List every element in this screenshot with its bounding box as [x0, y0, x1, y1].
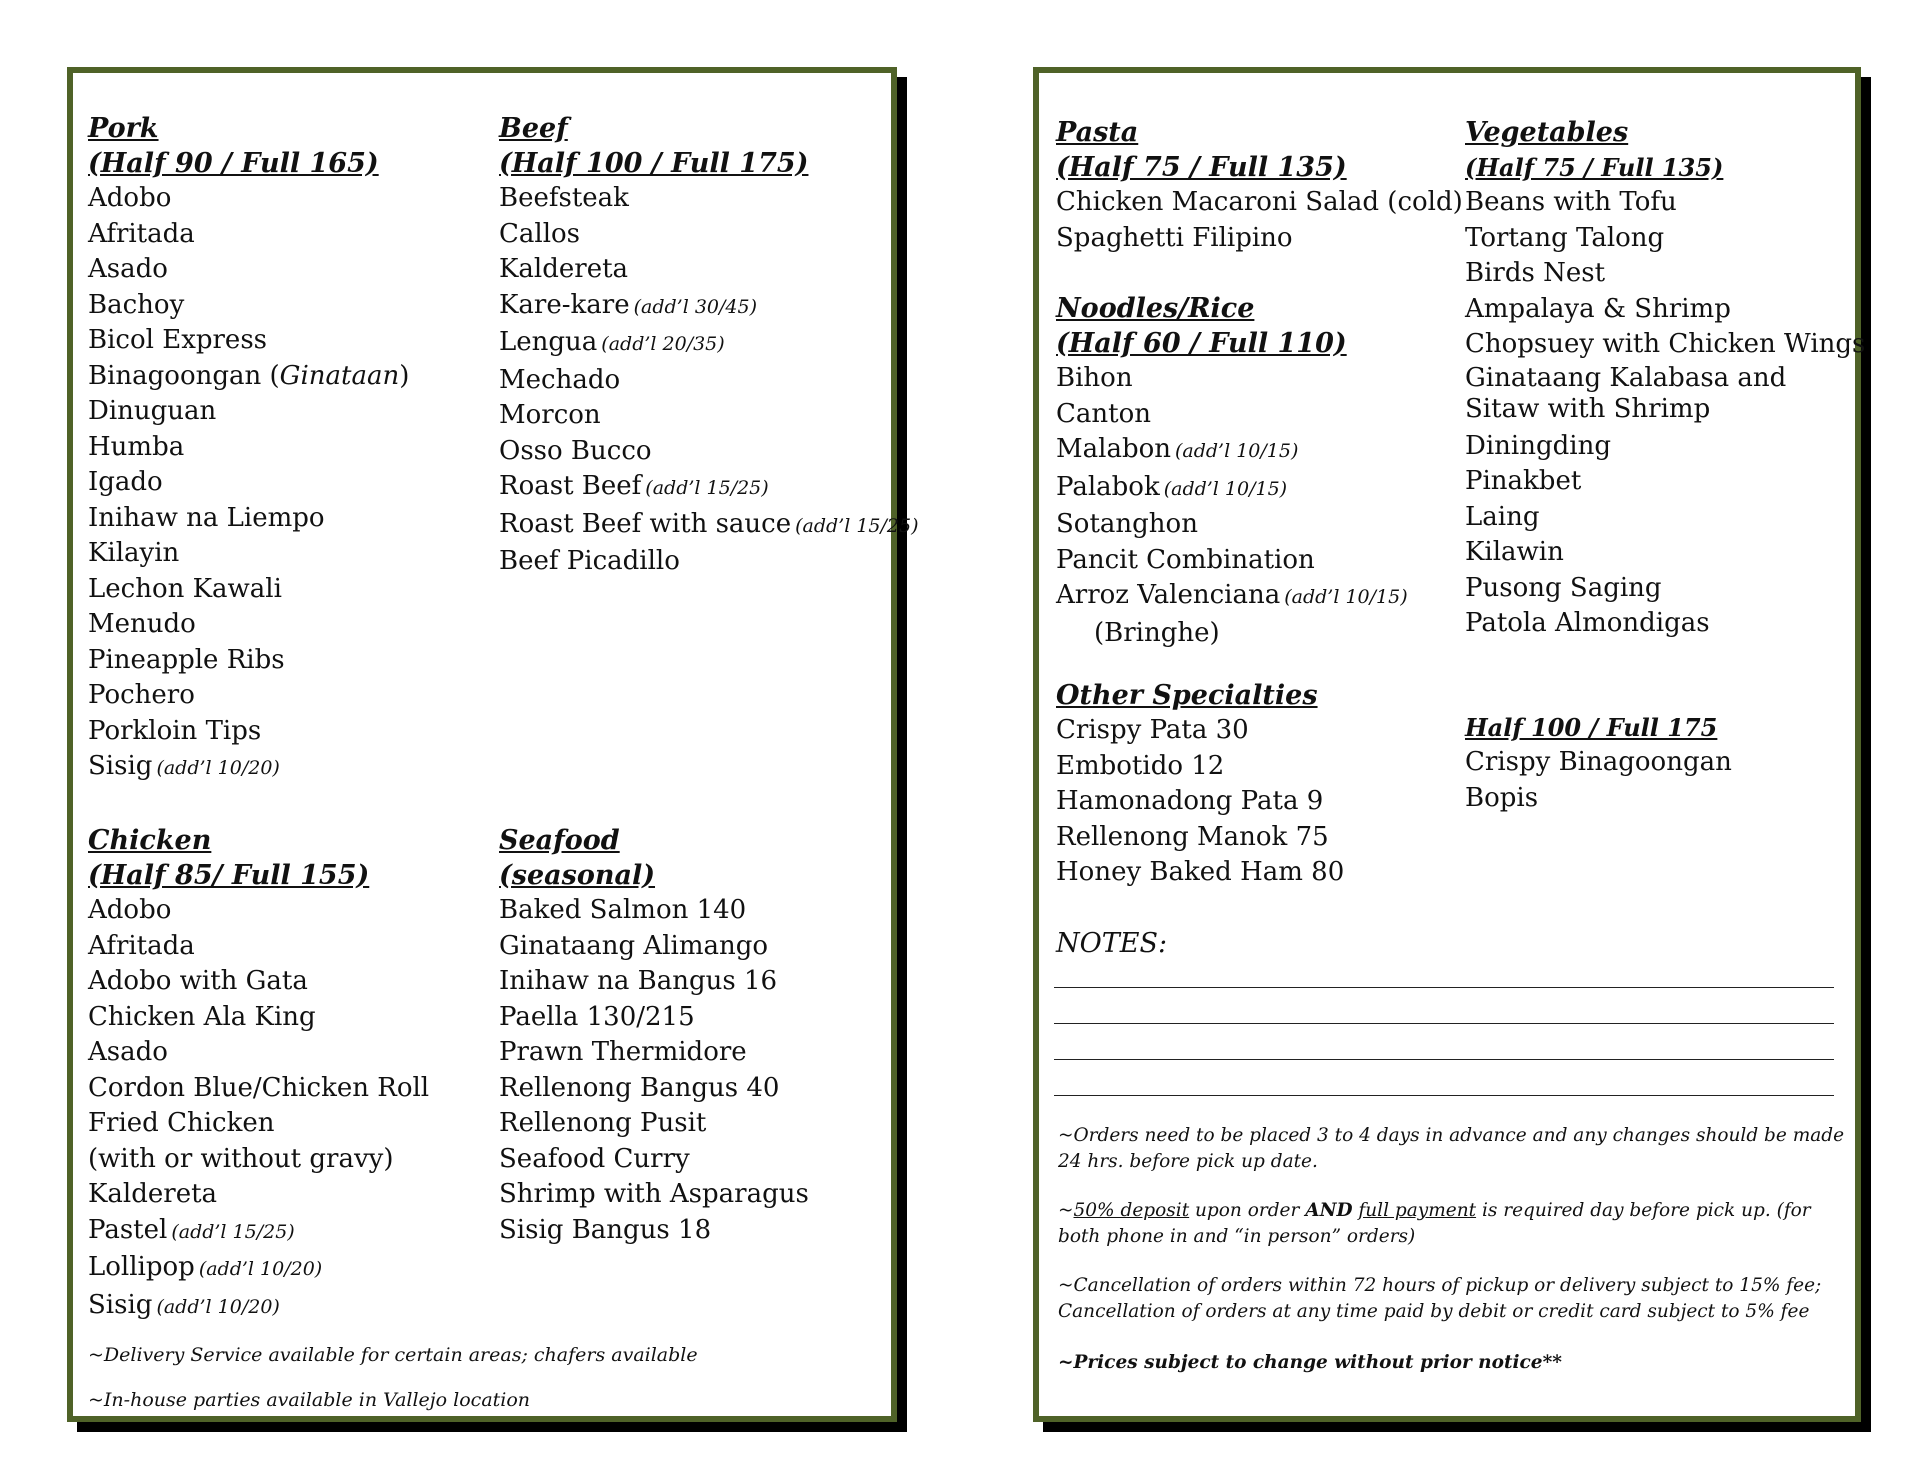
menu-item-name: Kaldereta	[88, 1179, 218, 1209]
menu-item-name: Roast Beef	[499, 471, 642, 501]
menu-list	[88, 893, 488, 1325]
section-price: (Half 85/ Full 155)	[88, 860, 370, 891]
seafood-section	[499, 823, 899, 1248]
pasta-section	[1056, 115, 1463, 256]
menu-item-name: Callos	[499, 218, 581, 249]
menu-item-name: Shrimp with Asparagus	[499, 1179, 809, 1209]
menu-item	[1056, 470, 1456, 508]
menu-list	[1056, 713, 1456, 891]
menu-item-name: Birds Nest	[1465, 258, 1606, 288]
menu-item-name: Humba	[88, 431, 185, 462]
menu-item	[1465, 500, 1855, 536]
menu-item-name: Dinuguan	[88, 396, 217, 426]
menu-item	[88, 1213, 488, 1251]
section-price: (Half 100 / Full 175)	[499, 148, 809, 179]
beef-section	[499, 111, 919, 580]
menu-item-name: Kaldereta	[499, 254, 629, 284]
menu-list	[1465, 185, 1866, 642]
menu-list	[499, 181, 919, 580]
vegetables-section	[1465, 115, 1866, 642]
menu-item-name: Rellenong Bangus 40	[499, 1072, 780, 1103]
menu-item	[1465, 185, 1855, 221]
menu-item-name: Osso Bucco	[499, 435, 652, 466]
menu-item	[499, 507, 919, 545]
menu-item	[1465, 292, 1855, 328]
menu-item-name: Rellenong Manok 75	[1056, 821, 1329, 852]
menu-item-name: Cordon Blue/Chicken Roll	[88, 1072, 430, 1103]
menu-item-name: Pinakbet	[1465, 466, 1582, 496]
menu-item	[1056, 221, 1456, 257]
menu-list	[1056, 361, 1456, 651]
menu-item	[499, 434, 899, 470]
menu-item	[88, 964, 488, 1000]
deposit-policy: ~50% deposit upon order AND full payment is required day before pick up. (for both phone in and “in person” orders)	[1058, 1200, 1811, 1247]
menu-item	[88, 1071, 488, 1107]
menu-item	[88, 572, 488, 608]
menu-item	[1056, 855, 1456, 891]
menu-item	[1465, 464, 1855, 500]
menu-item-name: Sotanghon	[1056, 509, 1198, 539]
menu-item	[499, 398, 899, 434]
menu-item-name: Arroz Valenciana	[1056, 580, 1281, 610]
menu-item-name: Sisig	[88, 751, 153, 781]
in-house-footnote: ~In-house parties available in Vallejo location	[88, 1389, 531, 1411]
menu-item-name: Beans with Tofu	[1465, 187, 1677, 217]
menu-item	[88, 1106, 488, 1142]
menu-item-name: Morcon	[499, 400, 601, 430]
menu-item	[1056, 543, 1456, 579]
section-title: Pasta	[1056, 117, 1139, 148]
menu-item-name: Spaghetti Filipino	[1056, 222, 1293, 253]
section-price: (seasonal)	[499, 860, 656, 891]
delivery-footnote: ~Delivery Service available for certain areas; chafers available	[88, 1344, 698, 1366]
menu-item-name: Lengua	[499, 327, 598, 357]
menu-item	[1056, 616, 1456, 652]
menu-item-name: Embotido 12	[1056, 750, 1225, 781]
menu-item-surcharge: (add’l 30/45)	[633, 295, 757, 318]
menu-item-name: Roast Beef with sauce	[499, 508, 792, 539]
menu-item	[88, 714, 488, 750]
menu-item	[1465, 256, 1855, 292]
noodles-rice-section	[1056, 291, 1456, 651]
menu-item	[88, 1000, 488, 1036]
menu-item	[1465, 363, 1855, 425]
menu-item	[1056, 713, 1456, 749]
menu-item	[88, 465, 488, 501]
menu-item-italic: Ginataan	[279, 360, 400, 391]
menu-item	[88, 394, 488, 430]
right-menu-panel	[1033, 67, 1866, 1422]
menu-item-name: Igado	[88, 467, 163, 497]
menu-item-name: Diningding	[1465, 430, 1611, 461]
menu-item	[1056, 578, 1456, 616]
menu-item-name: Seafood Curry	[499, 1143, 690, 1174]
menu-item-name: Baked Salmon 140	[499, 895, 747, 925]
menu-item-surcharge: (add’l 15/25)	[645, 477, 769, 499]
menu-item	[499, 964, 899, 1000]
menu-item-name: (Bringhe)	[1094, 617, 1220, 648]
and-emphasis: AND	[1305, 1200, 1353, 1221]
menu-item-name: Chicken Ala King	[88, 1001, 316, 1032]
notes-line	[1054, 1095, 1834, 1096]
menu-item-name: Inihaw na Liempo	[88, 502, 325, 533]
menu-item	[499, 363, 899, 399]
section-title: Noodles/Rice	[1056, 293, 1255, 324]
notes-line	[1054, 1023, 1834, 1024]
menu-item	[1056, 820, 1456, 856]
menu-item-name: Pochero	[88, 680, 195, 710]
menu-item-name: Adobo with Gata	[88, 966, 308, 996]
menu-item	[1056, 397, 1456, 433]
menu-item	[1056, 507, 1456, 543]
menu-item	[88, 643, 488, 679]
menu-item-name: Menudo	[88, 609, 196, 639]
menu-item	[499, 1035, 899, 1071]
menu-item-name: (with or without gravy)	[88, 1143, 394, 1174]
menu-item	[1056, 749, 1456, 785]
menu-item	[499, 1177, 899, 1213]
menu-list	[1465, 745, 1865, 816]
menu-item	[499, 1000, 899, 1036]
menu-list	[1056, 185, 1463, 256]
menu-item	[88, 288, 488, 324]
menu-item-name: Fried Chicken	[88, 1108, 275, 1138]
menu-item-name: Lechon Kawali	[88, 573, 282, 604]
price-change-notice: ~Prices subject to change without prior notice**	[1058, 1352, 1562, 1373]
menu-item-name: Tortang Talong	[1465, 222, 1665, 253]
menu-item-name: Pastel	[88, 1214, 168, 1245]
menu-item	[1465, 606, 1855, 642]
chicken-section	[88, 823, 488, 1325]
menu-item	[499, 893, 899, 929]
menu-item-name: Mechado	[499, 364, 621, 395]
menu-item	[88, 181, 488, 217]
menu-item-name: Bicol Express	[88, 325, 268, 355]
menu-item	[499, 288, 899, 326]
menu-item	[1056, 185, 1463, 221]
menu-item	[88, 1250, 488, 1288]
section-price: (Half 75 / Full 135)	[1465, 153, 1724, 182]
menu-item-name: Asado	[88, 254, 168, 284]
section-title: Other Specialties	[1056, 680, 1318, 711]
menu-item-name: Asado	[88, 1037, 168, 1067]
pork-section	[88, 111, 488, 787]
menu-item	[499, 1106, 899, 1142]
menu-item	[88, 323, 488, 359]
menu-list	[88, 181, 488, 787]
menu-item-name: Kilayin	[88, 538, 180, 568]
menu-item	[88, 536, 488, 572]
deposit-link-text: 50% deposit	[1073, 1200, 1190, 1221]
menu-item-surcharge: (add’l 20/35)	[601, 333, 725, 355]
menu-item-name: Adobo	[88, 183, 172, 213]
menu-item	[88, 607, 488, 643]
notes-label: NOTES:	[1056, 928, 1168, 959]
cancellation-line-2: Cancellation of orders at any time paid by debit or credit card subject to 5% fee	[1058, 1301, 1810, 1322]
menu-item	[499, 1142, 899, 1178]
menu-item-name: Ampalaya & Shrimp	[1465, 293, 1731, 324]
cancellation-policy	[1058, 1273, 1848, 1325]
menu-item	[88, 252, 488, 288]
menu-item	[88, 430, 488, 466]
advance-order-policy: ~Orders need to be placed 3 to 4 days in advance and any changes should be made 24 hrs. before pick up date.	[1058, 1125, 1845, 1172]
menu-item-name: Pusong Saging	[1465, 572, 1662, 603]
menu-item	[499, 217, 899, 253]
menu-item	[1465, 327, 1866, 363]
section-price: (Half 60 / Full 110)	[1056, 328, 1347, 359]
menu-item-surcharge: (add’l 10/15)	[1284, 586, 1408, 608]
section-price: (Half 75 / Full 135)	[1056, 152, 1347, 183]
menu-item-name: Hamonadong Pata 9	[1056, 786, 1324, 816]
menu-item-name-after: )	[399, 360, 410, 391]
menu-item-name: Pancit Combination	[1056, 544, 1315, 575]
menu-item-surcharge: (add’l 15/25)	[171, 1220, 295, 1243]
menu-item-name: Paella 130/215	[499, 1001, 695, 1032]
notes-line	[1054, 987, 1834, 988]
menu-item	[499, 325, 899, 363]
menu-item-name: Crispy Pata 30	[1056, 715, 1249, 745]
menu-item-name: Adobo	[88, 895, 172, 925]
menu-item	[88, 1142, 488, 1178]
menu-item	[1056, 784, 1456, 820]
menu-item-name: Chicken Macaroni Salad (cold)	[1056, 187, 1463, 217]
menu-item-name: Inihaw na Bangus 16	[499, 966, 778, 996]
menu-item	[1465, 535, 1855, 571]
menu-item-surcharge: (add’l 15/25)	[795, 514, 919, 537]
menu-item	[1465, 571, 1855, 607]
notes-line	[1054, 1059, 1834, 1060]
menu-item	[499, 929, 899, 965]
menu-item-name: Ginataang Kalabasa and Sitaw with Shrimp	[1465, 362, 1787, 424]
menu-item-name: Patola Almondigas	[1465, 608, 1710, 638]
menu-item	[499, 469, 899, 507]
menu-item	[499, 1213, 899, 1249]
menu-item	[88, 929, 488, 965]
menu-item	[499, 544, 899, 580]
menu-item-name: Binagoongan (	[88, 360, 280, 391]
menu-item-name: Beef Picadillo	[499, 546, 680, 576]
menu-item	[88, 749, 488, 787]
full-payment-text: full payment	[1358, 1200, 1477, 1221]
menu-item	[1056, 432, 1456, 470]
section-title: Beef	[499, 113, 568, 144]
menu-item	[499, 181, 899, 217]
other-specialties-section	[1056, 678, 1456, 891]
menu-item-surcharge: (add’l 10/20)	[156, 757, 280, 779]
menu-item	[1465, 745, 1865, 781]
menu-item	[499, 1071, 899, 1107]
section-price: (Half 90 / Full 165)	[88, 148, 379, 179]
menu-item	[1465, 781, 1865, 817]
section-title: Seafood	[499, 825, 620, 856]
menu-item-name: Canton	[1056, 398, 1151, 429]
menu-item-surcharge: (add’l 10/20)	[198, 1258, 323, 1280]
menu-item	[88, 678, 488, 714]
menu-item-name: Beefsteak	[499, 183, 629, 213]
menu-list	[499, 893, 899, 1248]
menu-item-name: Sisig	[88, 1289, 153, 1320]
menu-item	[88, 359, 488, 395]
menu-item-name: Bopis	[1465, 782, 1539, 813]
menu-item	[88, 217, 488, 253]
menu-item-name: Ginataang Alimango	[499, 930, 769, 961]
menu-item-name: Prawn Thermidore	[499, 1037, 747, 1067]
menu-item-name: Honey Baked Ham 80	[1056, 857, 1345, 887]
menu-item	[88, 1035, 488, 1071]
menu-item-name: Lollipop	[88, 1252, 195, 1282]
section-title: Pork	[88, 113, 159, 144]
menu-item	[1465, 221, 1855, 257]
menu-item	[88, 501, 488, 537]
menu-item	[1465, 429, 1855, 465]
menu-item-name: Sisig Bangus 18	[499, 1214, 712, 1245]
menu-item-name: Pineapple Ribs	[88, 644, 285, 675]
menu-item-surcharge: (add’l 10/15)	[1163, 477, 1288, 500]
cancellation-line-1: ~Cancellation of orders within 72 hours of pickup or delivery subject to 15% fee;	[1058, 1275, 1822, 1296]
menu-item	[88, 1177, 488, 1213]
menu-item	[88, 1288, 488, 1326]
menu-item-name: Bihon	[1056, 363, 1133, 393]
section-price: Half 100 / Full 175	[1465, 713, 1718, 742]
left-menu-panel	[67, 67, 919, 1422]
menu-item-name: Crispy Binagoongan	[1465, 747, 1732, 777]
menu-item-name: Kilawin	[1465, 537, 1564, 567]
menu-item-name: Afritada	[88, 930, 195, 961]
section-title: Chicken	[88, 825, 212, 856]
section-title: Vegetables	[1465, 117, 1629, 148]
menu-item-name: Bachoy	[88, 289, 185, 320]
menu-item-name: Porkloin Tips	[88, 715, 262, 746]
menu-item-surcharge: (add’l 10/20)	[156, 1295, 280, 1318]
menu-item-name: Rellenong Pusit	[499, 1108, 707, 1138]
menu-item	[1056, 361, 1456, 397]
menu-item	[499, 252, 899, 288]
menu-item-name: Palabok	[1056, 471, 1160, 502]
menu-item	[88, 893, 488, 929]
menu-item-name: Chopsuey with Chicken Wings	[1465, 329, 1866, 359]
menu-item-name: Kare-kare	[499, 289, 630, 320]
menu-item-surcharge: (add’l 10/15)	[1174, 440, 1299, 462]
menu-item-name: Afritada	[88, 218, 195, 249]
menu-item-name: Laing	[1465, 501, 1540, 532]
menu-item-name: Malabon	[1056, 434, 1171, 464]
special-price-section	[1465, 710, 1865, 816]
